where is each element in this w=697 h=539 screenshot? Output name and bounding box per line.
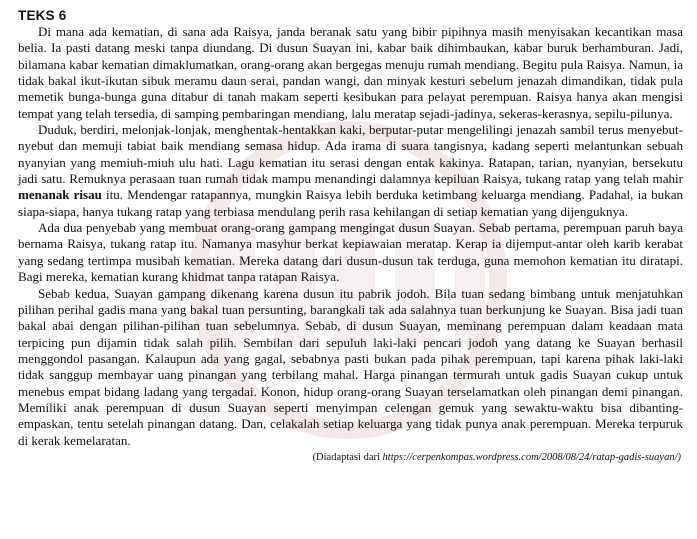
source-prefix: (Diadaptasi dari	[312, 451, 380, 463]
paragraph-2	[18, 122, 683, 220]
paragraph-2-bold-phrase: menanak risau	[18, 187, 102, 203]
paragraph-4: Sebab kedua, Suayan gampang dikenang karena dusun itu pabrik jodoh. Bila tuan sedang bimbang untuk menjatuhkan pilihan perihal gadis mana yang bakal tuan persunting, barangkali tak ada salahnya tuan berkunjung ke Suayan. Bisa jadi tuan bakal abai dengan pilihan-pilihan tuan sebelumnya. Sebab, di dusun Suayan, meminang perempuan dalam keadaan mata terpicing pun dijamin tidak salah pilih. Sembilan dari sepuluh laki-laki pencari jodoh yang datang ke Suayan berhasil menggondol pasangan. Kalaupun ada yang gagal, sebabnya pasti bukan pada pihak perempuan, tapi karena pihak laki-laki tidak sanggup membayar uang pinangan yang terbilang mahal. Harga pinangan termurah untuk gadis Suayan cukup untuk menebus empat bidang ladang yang tergadai. Konon, hidup orang-orang Suayan terselamatkan oleh pinangan demi pinangan. Memiliki anak perempuan di dusun Suayan seperti menyimpan celengan gemuk yang sewaktu-waktu bisa dibanting-empaskan, tentu setelah pinangan datang. Dan, celakalah setiap keluarga yang tidak punya anak perempuan. Mereka terpuruk di kerak kemelaratan.	[18, 285, 683, 448]
paragraph-2-before: Duduk, berdiri, melonjak-lonjak, menghentak-hentakkan kaki, berputar-putar mengelilingi jenazah sambil terus menyebut-nyebut dan memuji tabiat baik mendiang semasa hidup. Ada irama di suara tangisnya, kadang seperti melantunkan sebuah nyanyian yang memiuh-miuh ulu hati. Lagu kematian itu serasi dengan entak kakinya. Ratapan, tarian, nyanyian, bersekutu jadi satu. Remuknya perasaan tuan rumah tidak mampu menandingi dalamnya kepiluan Raisya, tukang ratap yang telah mahir	[18, 122, 683, 187]
source-url: https://cerpenkompas.wordpress.com/2008/08/24/ratap-gadis-suayan/)	[382, 451, 681, 463]
document-body	[18, 8, 683, 465]
paragraph-1: Di mana ada kematian, di sana ada Raisya, janda beranak satu yang bibir pipihnya masih menyisakan kecantikan masa belia. Ia pasti datang meski tanpa diundang. Di dusun Suayan ini, kabar baik dihimbaukan, kabar buruk berhamburan. Jadi, bilamana kabar kematian dimaklumatkan, orang-orang akan bergegas menuju rumah mendiang. Begitu pula Raisya. Namun, ia tidak bakal ikut-ikutan sibuk meramu daun serai, pandan wangi, dan minyak kesturi sebelum jenazah dimandikan, tidak pula memetik bunga-bunga guna ditabur di tanah makam seperti kesibukan para pelayat perempuan. Raisya hanya akan mengisi tempat yang telah tersedia, di samping pembaringan mendiang, lalu meratap sejadi-jadinya, sekeras-kerasnya, sepilu-pilunya.	[18, 24, 683, 121]
source-citation	[18, 451, 683, 465]
text-heading: TEKS 6	[18, 8, 67, 23]
paragraph-2-after: itu. Mendengar ratapannya, mungkin Raisya lebih berduka ketimbang keluarga mendiang. Padahal, ia bukan siapa-siapa, hanya tukang ratap yang terbiasa mendulang perih rasa kehilangan di setiap kematian yang dijenguknya.	[18, 187, 684, 219]
paragraph-3: Ada dua penyebab yang membuat orang-orang gampang mengingat dusun Suayan. Sebab pertama, perempuan paruh baya bernama Raisya, tukang ratap itu. Namanya masyhur berkat kepiawaian meratap. Kerap ia dijemput-antar oleh karib kerabat yang sedang tertimpa musibah kematian. Mereka datang dari dusun-dusun tak terduga, guna memohon kematian itu diratapi. Bagi mereka, kematian kurang khidmat tanpa ratapan Raisya.	[18, 220, 683, 285]
